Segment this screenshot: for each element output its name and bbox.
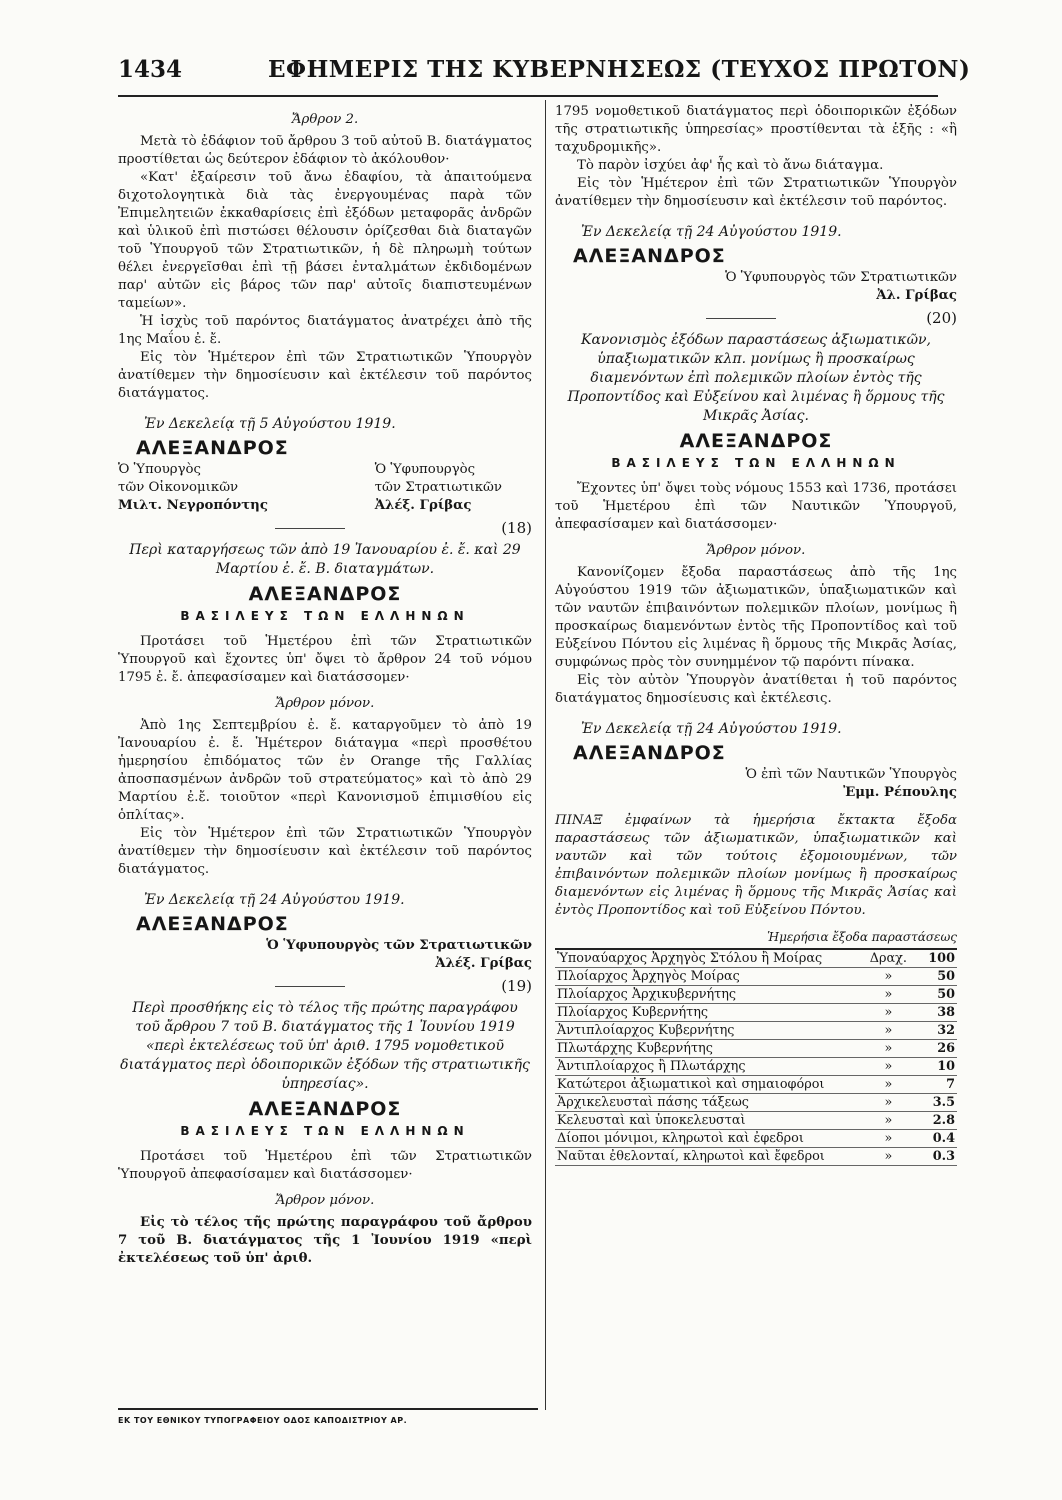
paragraph: Εἰς τὸν αὐτὸν Ὑπουργὸν ἀνατίθεται ἡ τοῦ παρόντος διατάγματος δημοσίευσις καὶ ἐκτέλεσις. <box>555 673 957 706</box>
table-cell-rank: Ἀντιπλοίαρχος ἢ Πλωτάρχης <box>555 1058 868 1076</box>
table-cell-rank: Ἀρχικελευσταὶ πάσης τάξεως <box>555 1094 868 1112</box>
table-row <box>555 968 957 986</box>
paragraph: Κανονίζομεν ἔξοδα παραστάσεως ἀπὸ τῆς 1ης Αὐγούστου 1919 τῶν ἀξιωματικῶν, ὑπαξιωματικῶν καὶ τῶν ναυτῶν ἐπιβαινόντων πολεμικῶν πλοίων, μονίμως ἢ προσκαίρως διαμενόντων ἐντὸς τῆς Προποντίδος καὶ τοῦ Εὐξείνου Πόντου εἰς λιμένας ἢ ὅρμους τῆς Μικρᾶς Ἀσίας, συμφώνως πρὸς τὸν συνημμένον τῷ παρόντι πίνακα. <box>555 565 957 670</box>
king-name: ΑΛΕΞΑΝΔΡΟΣ <box>248 583 402 605</box>
place-date: Ἐν Δεκελείᾳ τῇ 5 Αὐγούστου 1919. <box>144 416 396 432</box>
signature <box>555 766 957 802</box>
running-head: ΕΦΗΜΕΡΙΣ ΤΗΣ ΚΥΒΕΡΝΗΣΕΩΣ (ΤΕΥΧΟΣ ΠΡΩΤΟΝ) <box>268 56 971 83</box>
signature-dept: τῶν Οἰκονομικῶν <box>118 480 239 495</box>
table-cell-unit: » <box>868 1022 909 1040</box>
table-cell-value: 26 <box>909 1040 957 1058</box>
king-subtitle: ΒΑΣΙΛΕΥΣ ΤΩΝ ΕΛΛΗΝΩΝ <box>611 456 901 470</box>
table-cell-unit: » <box>868 1130 909 1148</box>
column-divider <box>545 100 546 1410</box>
decree-separator <box>555 309 957 327</box>
table-row <box>555 1040 957 1058</box>
paragraph: Μετὰ τὸ ἐδάφιον τοῦ ἄρθρου 3 τοῦ αὐτοῦ Β. διατάγματος προστίθεται ὡς δεύτερον ἐδάφιον τὸ ἀκόλουθον· <box>118 134 532 167</box>
place-date: Ἐν Δεκελείᾳ τῇ 24 Αὐγούστου 1919. <box>581 224 842 240</box>
place-date: Ἐν Δεκελείᾳ τῇ 24 Αὐγούστου 1919. <box>581 721 842 737</box>
paragraph: Ἀπὸ 1ης Σεπτεμβρίου ἐ. ἔ. καταργοῦμεν τὸ ἀπὸ 19 Ἰανουαρίου ἐ. ἔ. Ἡμέτερον διάταγμα «περὶ προσθέτου ἡμερησίου ἐπιδόματος τῶν ἐν Orange τῆς Γαλλίας ἀποσπασμένων ἀνδρῶν τοῦ στρατεύματος» καὶ τὸ ἀπὸ 29 Μαρτίου ἐ.ἔ. τοιοῦτον «περὶ Κανονισμοῦ ἐπιμισθίου εἰς ὁπλίτας». <box>118 718 532 823</box>
table-cell-value: 2.8 <box>909 1112 957 1130</box>
decree-number: (20) <box>926 309 957 327</box>
page-number: 1434 <box>118 56 183 83</box>
table-cell-unit: » <box>868 986 909 1004</box>
table-cell-value: 10 <box>909 1058 957 1076</box>
page-header <box>118 48 971 88</box>
article-heading: Ἄρθρον μόνον. <box>275 1193 375 1208</box>
signature-dept: τῶν Στρατιωτικῶν <box>374 480 502 495</box>
signature <box>118 937 532 973</box>
table-cell-unit: Δραχ. <box>869 951 907 966</box>
signature-title: Ὁ Ὑφυπουργὸς τῶν Στρατιωτικῶν <box>725 270 957 285</box>
paragraph: Εἰς τὸ τέλος τῆς πρώτης παραγράφου τοῦ ἄρθρου 7 τοῦ Β. διατάγματος τῆς 1 Ἰουνίου 1919 «περὶ ἐκτελέσεως τοῦ ὑπ' ἀριθ. <box>118 1215 532 1266</box>
right-column <box>555 103 957 1166</box>
table-cell-rank: Πλοίαρχος Ἀρχηγὸς Μοίρας <box>555 968 868 986</box>
king-subtitle: ΒΑΣΙΛΕΥΣ ΤΩΝ ΕΛΛΗΝΩΝ <box>180 1124 470 1138</box>
table-cell-unit: » <box>868 1058 909 1076</box>
table-cell-unit: » <box>868 1112 909 1130</box>
table-cell-unit: » <box>868 968 909 986</box>
table-title: ΠΙΝΑΞ ἐμφαίνων τὰ ἡμερήσια ἔκτακτα ἔξοδα παραστάσεως τῶν ἀξιωματικῶν, ὑπαξιωματικῶν καὶ ναυτῶν καὶ τῶν τούτοις ἐξομοιουμένων, τῶν ἐπιβαινόντων πολεμικῶν πλοίων μονίμως ἢ προσκαίρως διαμενόντων εἰς λιμένας ἢ ὅρμους τῆς Μικρᾶς Ἀσίας καὶ ἐντὸς Προποντίδος καὶ τοῦ Εὐξείνου Πόντου. <box>555 813 957 918</box>
signature-name: Ἀλέξ. Γρίβας <box>374 498 472 513</box>
signature-name: Ἀλ. Γρίβας <box>876 288 957 303</box>
article-2-heading: Ἄρθρον 2. <box>291 112 359 127</box>
footer-rule <box>118 1408 538 1410</box>
table-cell-rank: Ὑποναύαρχος Ἀρχηγὸς Στόλου ἢ Μοίρας <box>555 949 868 968</box>
signature-title: Ὁ Ὑφυπουργὸς <box>374 462 476 477</box>
paragraph: Εἰς τὸν Ἡμέτερον ἐπὶ τῶν Στρατιωτικῶν Ὑπουργὸν ἀνατίθεμεν τὴν δημοσίευσιν καὶ ἐκτέλεσιν τοῦ παρόντος διατάγματος. <box>118 826 532 877</box>
signature <box>555 269 957 305</box>
signature-name: Μιλτ. Νεγροπόντης <box>118 498 268 513</box>
table-row <box>555 1112 957 1130</box>
table-row <box>555 1148 957 1166</box>
signature-title: Ὁ Ὑφυπουργὸς τῶν Στρατιωτικῶν <box>266 938 532 953</box>
table-cell-value: 100 <box>909 949 957 968</box>
table-cell-value: 32 <box>909 1022 957 1040</box>
table-row <box>555 986 957 1004</box>
article-heading: Ἄρθρον μόνον. <box>706 543 806 558</box>
wave-rule <box>706 318 776 319</box>
table-cell-rank: Πλοίαρχος Ἀρχικυβερνήτης <box>555 986 868 1004</box>
table-cell-unit: » <box>868 1040 909 1058</box>
paragraph: Ἔχοντες ὑπ' ὄψει τοὺς νόμους 1553 καὶ 1736, προτάσει τοῦ Ἡμετέρου ἐπὶ τῶν Ναυτικῶν Ὑπουργοῦ, ἀπεφασίσαμεν καὶ διατάσσομεν· <box>555 481 957 532</box>
table-row <box>555 949 957 968</box>
table-row <box>555 1076 957 1094</box>
king-name: ΑΛΕΞΑΝΔΡΟΣ <box>136 437 289 459</box>
table-column-head: Ἡμερήσια ἔξοδα παραστάσεως <box>767 930 957 944</box>
paragraph: Τὸ παρὸν ἰσχύει ἀφ' ἧς καὶ τὸ ἄνω διάταγμα. <box>577 158 884 173</box>
table-cell-value: 3.5 <box>909 1094 957 1112</box>
table-row <box>555 1130 957 1148</box>
table-cell-unit: » <box>868 1094 909 1112</box>
wave-rule <box>275 528 345 529</box>
paragraph: Προτάσει τοῦ Ἡμετέρου ἐπὶ τῶν Στρατιωτικῶν Ὑπουργοῦ ἀπεφασίσαμεν καὶ διατάσσομεν· <box>118 1149 532 1182</box>
table-cell-unit: » <box>868 1004 909 1022</box>
table-cell-rank: Κατώτεροι ἀξιωματικοὶ καὶ σημαιοφόροι <box>555 1076 868 1094</box>
king-name: ΑΛΕΞΑΝΔΡΟΣ <box>573 245 726 267</box>
table-cell-value: 7 <box>909 1076 957 1094</box>
paragraph: «Κατ' ἐξαίρεσιν τοῦ ἄνω ἐδαφίου, τὰ ἀπαιτούμενα διχοτολογητικὰ διὰ τὰς ἐνεργουμένας παρὰ τῶν Ἐπιμελητειῶν ἐκκαθαρίσεις ἐπὶ ἐξόδων μεταφορᾶς ἀνδρῶν καὶ ὑλικοῦ ἐπὶ πιστώσει θέλουσιν ὁρίζεσθαι διὰ διαταγῶν τοῦ Ὑπουργοῦ τῶν Στρατιωτικῶν, ἡ δὲ πληρωμὴ τούτων θέλει ἐνεργεῖσθαι ἐπὶ τῇ βάσει ἐνταλμάτων ἐκδιδομένων παρ' αὐτῶν εἰς βάρος τῶν παρ' αὐτοῖς διαπιστευμένων ταμείων». <box>118 170 532 311</box>
table-row <box>555 1094 957 1112</box>
decree-separator <box>118 977 532 995</box>
printer-imprint: ΕΚ ΤΟΥ ΕΘΝΙΚΟΥ ΤΥΠΟΓΡΑΦΕΙΟΥ ΟΔΟΣ ΚΑΠΟΔΙΣΤΡΙΟΥ ΑΡ. <box>118 1416 408 1425</box>
decree-title: Περὶ προσθήκης εἰς τὸ τέλος τῆς πρώτης παραγράφου τοῦ ἄρθρου 7 τοῦ Β. διατάγματος τῆς 1 Ἰουνίου 1919 «περὶ ἐκτελέσεως τοῦ ὑπ' ἀριθ. 1795 νομοθετικοῦ διατάγματος περὶ ὁδοιπορικῶν ἐξόδων τῆς στρατιωτικῆς ὑπηρεσίας». <box>120 1000 530 1092</box>
signature-left <box>118 461 268 515</box>
table-cell-rank: Πλοίαρχος Κυβερνήτης <box>555 1004 868 1022</box>
wave-rule <box>275 986 345 987</box>
table-row <box>555 1004 957 1022</box>
table-row <box>555 1058 957 1076</box>
table-cell-value: 0.3 <box>909 1148 957 1166</box>
decree-number: (18) <box>501 519 532 537</box>
signatures <box>118 461 532 515</box>
king-name: ΑΛΕΞΑΝΔΡΟΣ <box>679 430 833 452</box>
table-cell-rank: Δίοποι μόνιμοι, κληρωτοὶ καὶ ἐφεδροι <box>555 1130 868 1148</box>
king-name: ΑΛΕΞΑΝΔΡΟΣ <box>248 1098 402 1120</box>
signature-title: Ὁ ἐπὶ τῶν Ναυτικῶν Ὑπουργὸς <box>745 767 957 782</box>
table-cell-value: 38 <box>909 1004 957 1022</box>
article-heading: Ἄρθρον μόνον. <box>275 696 375 711</box>
decree-title: Κανονισμὸς ἐξόδων παραστάσεως ἀξιωματικῶν, ὑπαξιωματικῶν κλπ. μονίμως ἢ προσκαίρως διαμενόντων ἐπὶ πολεμικῶν πλοίων ἐντὸς τῆς Προποντίδος καὶ Εὐξείνου καὶ λιμένας ἢ ὅρμους τῆς Μικρᾶς Ἀσίας. <box>567 332 945 424</box>
paragraph: Εἰς τὸν Ἡμέτερον ἐπὶ τῶν Στρατιωτικῶν Ὑπουργὸν ἀνατίθεμεν τὴν δημοσίευσιν καὶ ἐκτέλεσιν τοῦ παρόντος. <box>555 176 957 209</box>
paragraph: Προτάσει τοῦ Ἡμετέρου ἐπὶ τῶν Στρατιωτικῶν Ὑπουργοῦ καὶ ἔχοντες ὑπ' ὄψει τὸ ἄρθρον 24 τοῦ νόμου 1795 ἐ. ἔ. ἀπεφασίσαμεν καὶ διατάσσομεν· <box>118 634 532 685</box>
table-cell-rank: Κελευσταὶ καὶ ὑποκελευσταὶ <box>555 1112 868 1130</box>
king-name: ΑΛΕΞΑΝΔΡΟΣ <box>573 742 726 764</box>
table-cell-rank: Ναῦται ἐθελονταί, κληρωτοὶ καὶ ἔφεδροι <box>555 1148 868 1166</box>
paragraph: Εἰς τὸν Ἡμέτερον ἐπὶ τῶν Στρατιωτικῶν Ὑπουργὸν ἀνατίθεμεν τὴν δημοσίευσιν καὶ ἐκτέλεσιν τοῦ παρόντος διατάγματος. <box>118 350 532 401</box>
table-row <box>555 1022 957 1040</box>
table-cell-rank: Ἀντιπλοίαρχος Κυβερνήτης <box>555 1022 868 1040</box>
left-column <box>118 103 532 1268</box>
table-cell-value: 50 <box>909 968 957 986</box>
signature-right <box>375 461 502 515</box>
table-cell-rank: Πλωτάρχης Κυβερνήτης <box>555 1040 868 1058</box>
table-cell-value: 0.4 <box>909 1130 957 1148</box>
king-subtitle: ΒΑΣΙΛΕΥΣ ΤΩΝ ΕΛΛΗΝΩΝ <box>180 609 470 623</box>
header-rule <box>118 95 938 97</box>
table-cell-unit: » <box>868 1148 909 1166</box>
paragraph: Ἡ ἰσχὺς τοῦ παρόντος διατάγματος ἀνατρέχει ἀπὸ τῆς 1ης Μαΐου ἐ. ἔ. <box>118 314 532 347</box>
decree-number: (19) <box>501 977 532 995</box>
decree-separator <box>118 519 532 537</box>
paragraph: 1795 νομοθετικοῦ διατάγματος περὶ ὁδοιπορικῶν ἐξόδων τῆς στρατιωτικῆς ὑπηρεσίας» προστίθενται τὰ ἑξῆς : «ἢ ταχυδρομικῆς». <box>555 104 957 155</box>
signature-name: Ἀλέξ. Γρίβας <box>435 956 532 971</box>
allowance-table <box>555 948 957 1166</box>
signature-name: Ἐμμ. Ρέπουλης <box>843 785 957 800</box>
table-cell-unit: » <box>868 1076 909 1094</box>
table-cell-value: 50 <box>909 986 957 1004</box>
decree-title: Περὶ καταργήσεως τῶν ἀπὸ 19 Ἰανουαρίου ἐ. ἔ. καὶ 29 Μαρτίου ἐ. ἔ. Β. διαταγμάτων. <box>129 542 521 577</box>
place-date: Ἐν Δεκελείᾳ τῇ 24 Αὐγούστου 1919. <box>144 892 405 908</box>
king-name: ΑΛΕΞΑΝΔΡΟΣ <box>136 913 289 935</box>
signature-title: Ὁ Ὑπουργὸς <box>118 462 202 477</box>
